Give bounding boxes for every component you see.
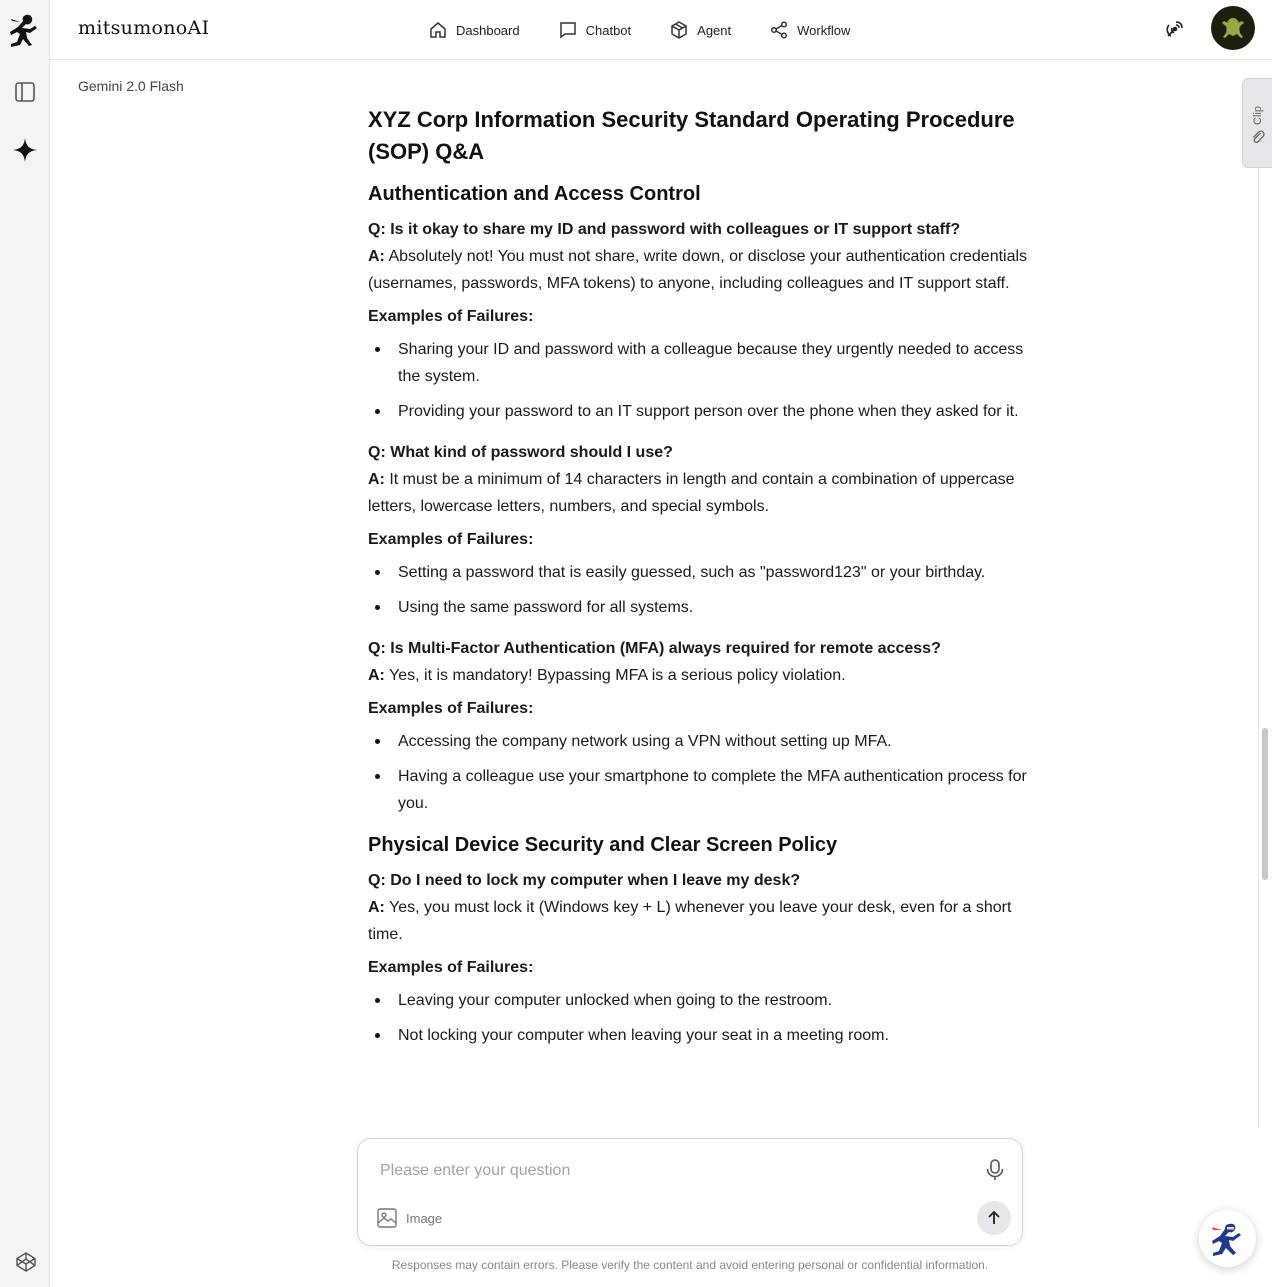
- scrollbar-thumb[interactable]: [1262, 728, 1268, 880]
- list-item: Leaving your computer unlocked when going to the restroom.: [368, 987, 1028, 1014]
- answer-text: It must be a minimum of 14 characters in length and contain a combination of uppercase letters, lowercase letters, numbers, and special symbols.: [368, 471, 1015, 515]
- assistant-fab-button[interactable]: [1199, 1210, 1256, 1267]
- image-upload-button[interactable]: [376, 1207, 442, 1229]
- doc-title: XYZ Corp Information Security Standard Operating Procedure (SOP) Q&A: [368, 107, 1015, 164]
- answer-text: Absolutely not! You must not share, write down, or disclose your authentication credentials (usernames, passwords, MFA tokens) to anyone, including colleagues and IT support staff.: [368, 248, 1028, 292]
- examples-title: Examples of Failures:: [368, 308, 534, 325]
- list-item: Sharing your ID and password with a colleague because they urgently needed to access the system.: [368, 336, 1028, 390]
- question: Q: Is it okay to share my ID and password with colleagues or IT support staff?: [368, 221, 961, 238]
- list-item: Using the same password for all systems.: [368, 594, 1028, 621]
- model-label[interactable]: Gemini 2.0 Flash: [78, 78, 184, 94]
- nav-chatbot[interactable]: [558, 20, 632, 40]
- disclaimer-text: Responses may contain errors. Please verify the content and avoid entering personal or confidential information.: [391, 1258, 989, 1272]
- qa-item: [368, 216, 1028, 425]
- answer-prefix: A:: [368, 248, 385, 265]
- home-icon: [428, 20, 448, 40]
- clip-tab[interactable]: [1242, 78, 1272, 168]
- qa-item: [368, 635, 1028, 817]
- chat-composer: [357, 1138, 1023, 1246]
- examples-list: [368, 559, 1028, 621]
- question: Q: Is Multi-Factor Authentication (MFA) always required for remote access?: [368, 640, 941, 657]
- nav-workflow-label: Workflow: [797, 22, 851, 38]
- examples-title: Examples of Failures:: [368, 700, 534, 717]
- section-heading: Physical Device Security and Clear Screen Policy: [368, 834, 838, 856]
- microphone-icon[interactable]: [984, 1158, 1006, 1182]
- left-rail: [0, 0, 50, 1287]
- question: Q: What kind of password should I use?: [368, 444, 673, 461]
- broadcast-icon[interactable]: [1163, 17, 1187, 41]
- sidebar-toggle-icon[interactable]: [14, 81, 36, 103]
- scrollbar-track[interactable]: [1258, 168, 1270, 1128]
- qa-item: [368, 439, 1028, 621]
- list-item: Not locking your computer when leaving your seat in a meeting room.: [368, 1022, 1028, 1049]
- examples-list: [368, 336, 1028, 425]
- answer: [368, 894, 1028, 948]
- avatar-image-icon: [1211, 6, 1255, 50]
- examples-title: Examples of Failures:: [368, 959, 534, 976]
- list-item: Accessing the company network using a VPN without setting up MFA.: [368, 728, 1028, 755]
- sparkle-icon[interactable]: [12, 137, 38, 163]
- arrow-up-icon: [985, 1209, 1003, 1227]
- examples-title: Examples of Failures:: [368, 531, 534, 548]
- image-upload-label: Image: [406, 1210, 443, 1226]
- clip-label: Clip: [1252, 106, 1264, 125]
- brand-name[interactable]: mitsumonoAI: [78, 17, 210, 39]
- answer-prefix: A:: [368, 471, 385, 488]
- section-heading: Authentication and Access Control: [368, 183, 701, 205]
- nav-workflow[interactable]: [769, 20, 850, 40]
- nav-agent-label: Agent: [697, 22, 732, 38]
- examples-list: [368, 728, 1028, 817]
- top-header: [50, 0, 1272, 60]
- chat-response: [368, 104, 1028, 1128]
- ninja-mascot-icon: [1208, 1219, 1248, 1259]
- nav-dashboard[interactable]: [428, 20, 520, 40]
- send-button[interactable]: [977, 1201, 1011, 1235]
- list-item: Providing your password to an IT support person over the phone when they asked for it.: [368, 398, 1028, 425]
- answer-prefix: A:: [368, 667, 385, 684]
- paperclip-icon: [1250, 129, 1266, 145]
- main-nav: [428, 0, 888, 60]
- question-input[interactable]: [380, 1157, 960, 1185]
- answer-text: Yes, you must lock it (Windows key + L) whenever you leave your desk, even for a short time.: [368, 899, 1012, 943]
- question: Q: Do I need to lock my computer when I leave my desk?: [368, 872, 801, 889]
- chat-bubble-icon: [558, 20, 578, 40]
- image-icon: [376, 1207, 398, 1229]
- codepen-icon[interactable]: [15, 1251, 37, 1273]
- nav-agent[interactable]: [669, 20, 731, 40]
- nav-dashboard-label: Dashboard: [456, 22, 520, 38]
- answer: [368, 662, 1028, 689]
- user-avatar[interactable]: [1211, 6, 1255, 50]
- answer-prefix: A:: [368, 899, 385, 916]
- examples-list: [368, 987, 1028, 1049]
- ninja-logo-icon[interactable]: [8, 12, 42, 48]
- answer-text: Yes, it is mandatory! Bypassing MFA is a serious policy violation.: [389, 667, 846, 684]
- nav-chatbot-label: Chatbot: [585, 22, 632, 38]
- answer: [368, 243, 1028, 297]
- qa-item: [368, 867, 1028, 1049]
- list-item: Having a colleague use your smartphone to complete the MFA authentication process for you.: [368, 763, 1028, 817]
- list-item: Setting a password that is easily guessed, such as "password123" or your birthday.: [368, 559, 1028, 586]
- answer: [368, 466, 1028, 520]
- share-nodes-icon: [769, 20, 789, 40]
- cube-icon: [669, 20, 689, 40]
